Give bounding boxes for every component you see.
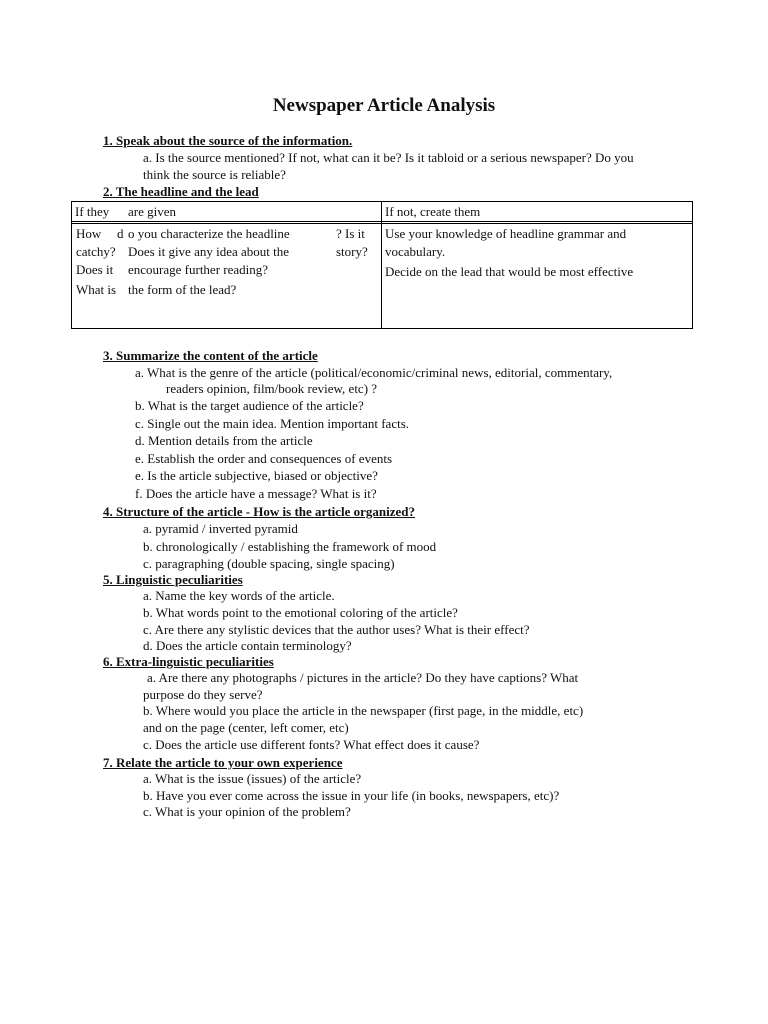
section-1-item-a-cont: think the source is reliable? bbox=[143, 167, 286, 182]
section-7-item: c. What is your opinion of the problem? bbox=[143, 804, 351, 819]
section-6-heading: 6. Extra-linguistic peculiarities bbox=[103, 654, 274, 669]
table-left-r4c2: the form of the lead? bbox=[128, 282, 237, 297]
table-left-r2c1: catchy? bbox=[76, 244, 116, 259]
section-6-item: and on the page (center, left comer, etc) bbox=[143, 720, 349, 735]
section-5-item: c. Are there any stylistic devices that the author uses? What is their effect? bbox=[143, 622, 530, 637]
section-4-item: b. chronologically / establishing the framework of mood bbox=[143, 539, 437, 554]
section-6-item: a. Are there any photographs / pictures in the article? Do they have captions? What bbox=[147, 670, 579, 685]
table-header-divider bbox=[72, 221, 692, 222]
section-3-item: f. Does the article have a message? What is it? bbox=[135, 486, 377, 501]
table-left-r1c1: How bbox=[76, 226, 102, 241]
table-left-r3c1: Does it bbox=[76, 262, 114, 277]
section-6-item: purpose do they serve? bbox=[143, 687, 263, 702]
headline-lead-table bbox=[71, 201, 693, 329]
section-3-item: d. Mention details from the article bbox=[135, 433, 313, 448]
section-5-heading: 5. Linguistic peculiarities bbox=[103, 572, 243, 587]
section-3-item: e. Establish the order and consequences of events bbox=[135, 451, 393, 466]
table-header-right: If not, create them bbox=[385, 204, 481, 219]
section-3-heading: 3. Summarize the content of the article bbox=[103, 348, 318, 363]
section-6-item: b. Where would you place the article in the newspaper (first page, in the middle, etc) bbox=[143, 703, 584, 718]
section-5-item: a. Name the key words of the article. bbox=[143, 588, 335, 603]
table-left-r2c3: story? bbox=[336, 244, 368, 259]
page-title: Newspaper Article Analysis bbox=[272, 95, 496, 116]
section-1-item-a: a. Is the source mentioned? If not, what can it be? Is it tabloid or a serious newspaper? Do you bbox=[143, 150, 634, 165]
section-2-heading: 2. The headline and the lead bbox=[103, 184, 259, 199]
section-4-item: c. paragraphing (double spacing, single spacing) bbox=[143, 556, 395, 571]
section-1-heading: 1. Speak about the source of the information. bbox=[103, 133, 353, 148]
table-left-r1c2: o you characterize the headline bbox=[128, 226, 290, 241]
section-7-heading: 7. Relate the article to your own experience bbox=[103, 755, 343, 770]
table-left-r3c2: encourage further reading? bbox=[128, 262, 269, 277]
section-4-heading: 4. Structure of the article - How is the article organized? bbox=[103, 504, 416, 519]
section-7-item: a. What is the issue (issues) of the article? bbox=[143, 771, 362, 786]
section-3-item: readers opinion, film/book review, etc) ? bbox=[166, 381, 378, 396]
section-5-item: b. What words point to the emotional coloring of the article? bbox=[143, 605, 458, 620]
section-5-item: d. Does the article contain terminology? bbox=[143, 638, 352, 653]
table-right-line-2: vocabulary. bbox=[385, 244, 446, 259]
section-3-item: b. What is the target audience of the article? bbox=[135, 398, 364, 413]
table-left-r4c1: What is bbox=[76, 282, 117, 297]
table-header-left-b: are given bbox=[128, 204, 177, 219]
table-right-line-1: Use your knowledge of headline grammar and bbox=[385, 226, 627, 241]
section-7-item: b. Have you ever come across the issue in your life (in books, newspapers, etc)? bbox=[143, 788, 560, 803]
table-right-line-3: Decide on the lead that would be most effective bbox=[385, 264, 634, 279]
table-left-r1c3: ? Is it bbox=[336, 226, 365, 241]
table-left-r1c1b: d bbox=[117, 226, 124, 241]
section-3-item: c. Single out the main idea. Mention important facts. bbox=[135, 416, 410, 431]
section-3-item: e. Is the article subjective, biased or objective? bbox=[135, 468, 378, 483]
table-header-divider-2 bbox=[72, 223, 692, 224]
section-4-item: a. pyramid / inverted pyramid bbox=[143, 521, 298, 536]
table-left-r2c2: Does it give any idea about the bbox=[128, 244, 290, 259]
section-6-item: c. Does the article use different fonts? What effect does it cause? bbox=[143, 737, 480, 752]
section-3-item: a. What is the genre of the article (political/economic/criminal news, editorial, commentary, bbox=[135, 365, 613, 380]
table-header-left-a: If they bbox=[75, 204, 110, 219]
